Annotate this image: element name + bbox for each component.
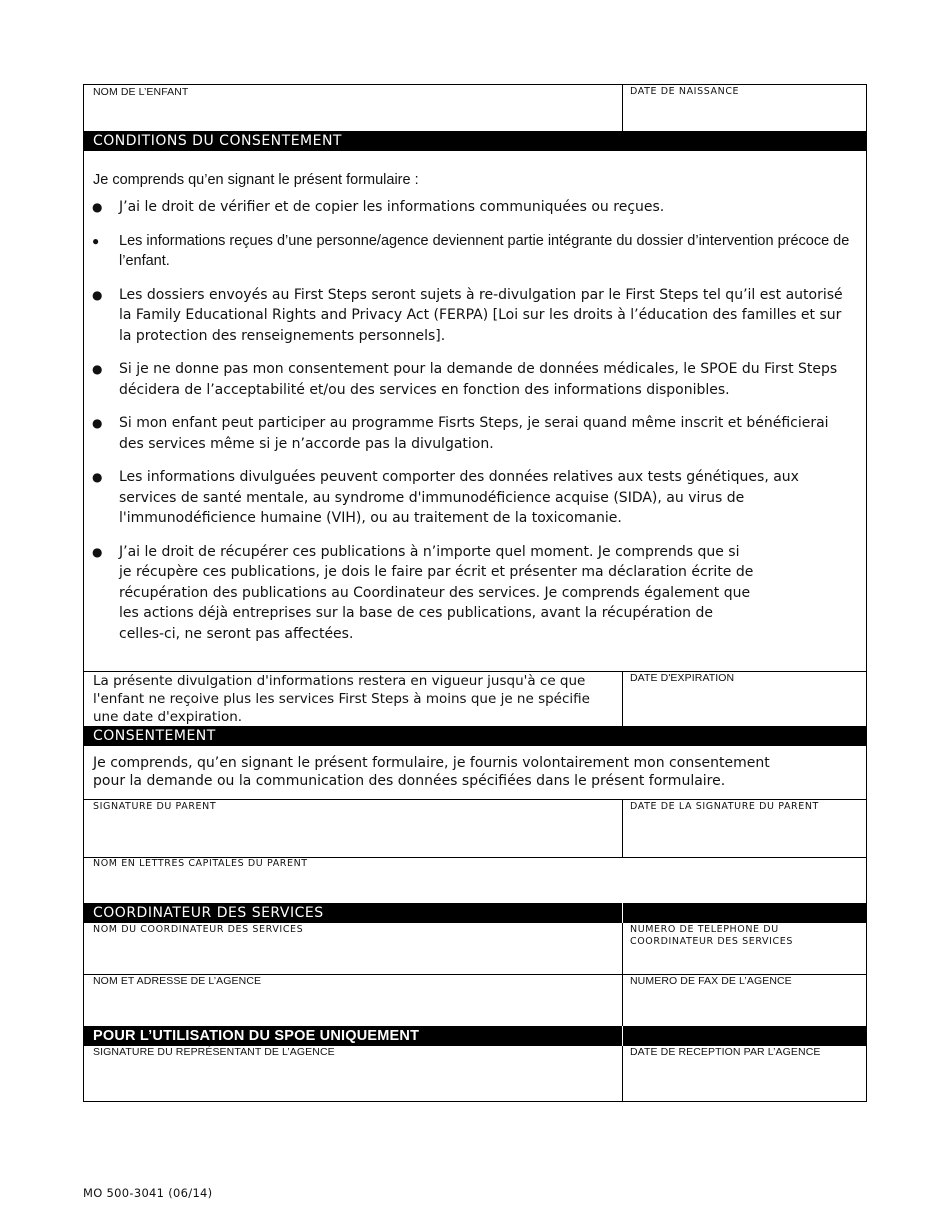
form-number: MO 500-3041 (06/14) <box>83 1186 213 1200</box>
coordinator-name-field[interactable] <box>84 923 622 974</box>
parent-printed-name-field[interactable] <box>84 858 866 903</box>
conditions-intro: Je comprends qu’en signant le présent formulaire : <box>93 172 419 188</box>
parent-signature-field[interactable] <box>84 800 622 856</box>
parent-signature-date-label: DATE DE LA SIGNATURE DU PARENT <box>630 801 819 812</box>
parent-signature-label: SIGNATURE DU PARENT <box>93 801 217 812</box>
expiration-date-field[interactable] <box>623 672 866 726</box>
conditions-title: CONDITIONS DU CONSENTEMENT <box>84 131 866 151</box>
coordinator-name-label: NOM DU COORDINATEUR DES SERVICES <box>93 924 304 935</box>
agency-reception-date-field[interactable] <box>623 1046 866 1101</box>
coordinator-phone-label: NUMERO DE TELEPHONE DU COORDINATEUR DES SERVICES <box>630 924 794 947</box>
list-item: ● Les dossiers envoyés au First Steps seront sujets à re-divulgation par le First Steps tel qu’il est autorisé la Family Educational Rights and Privacy Act (FERPA) [Loi sur les droits à l’éducation des familles et sur la protection des renseignements personnels]. <box>92 286 843 344</box>
list-item: ● J’ai le droit de récupérer ces publications à n’importe quel moment. Je comprends que si je récupère ces publications, je dois le faire par écrit et présenter ma déclaration écrite de récupération des publications au Coordinateur des services. Je comprends également que les actions déjà entreprises sur la base de ces publications, avant la récupération de celles-ci, ne seront pas affectées. <box>92 543 754 642</box>
consent-text: Je comprends, qu’en signant le présent formulaire, je fournis volontairement mon consentement pour la demande ou la communication des données spécifiées dans le présent formulaire. <box>93 755 770 789</box>
birthdate-field[interactable] <box>623 85 866 131</box>
parent-signature-date-field[interactable] <box>623 800 866 856</box>
agency-rep-signature-field[interactable] <box>84 1046 622 1101</box>
agency-rep-signature-label: SIGNATURE DU REPRÉSENTANT DE L’AGENCE <box>93 1046 335 1058</box>
consent-form <box>83 84 867 1102</box>
agency-name-address-field[interactable] <box>84 975 622 1026</box>
parent-printed-name-label: NOM EN LETTRES CAPITALES DU PARENT <box>93 858 308 869</box>
validity-cell <box>84 672 622 726</box>
consent-title: CONSENTEMENT <box>84 726 866 746</box>
spoe-title: POUR L’UTILISATION DU SPOE UNIQUEMENT <box>84 1026 866 1046</box>
child-name-field[interactable] <box>84 85 622 131</box>
child-name-label: NOM DE L’ENFANT <box>93 86 189 98</box>
list-item: ● J’ai le droit de vérifier et de copier les informations communiquées ou reçues. <box>92 199 665 215</box>
conditions-list <box>84 197 866 644</box>
agency-name-address-label: NOM ET ADRESSE DE L’AGENCE <box>93 975 262 987</box>
coordinator-phone-field[interactable] <box>623 923 866 974</box>
agency-fax-field[interactable] <box>623 975 866 1026</box>
validity-text: La présente divulgation d'informations restera en vigueur jusqu'à ce que l'enfant ne reçoive plus les services First Steps à moins que je ne spécifie une date d'expiration. <box>93 673 590 725</box>
list-item: ● Les informations reçues d’une personne/agence deviennent partie intégrante du dossier d’intervention précoce de l’enfant. <box>92 232 850 269</box>
agency-reception-date-label: DATE DE RECEPTION PAR L’AGENCE <box>630 1046 821 1058</box>
agency-fax-label: NUMERO DE FAX DE L’AGENCE <box>630 975 792 987</box>
birthdate-label: DATE DE NAISSANCE <box>630 86 740 97</box>
list-item: ● Si mon enfant peut participer au programme Fisrts Steps, je serai quand même inscrit et bénéficierai des services même si je n’accorde pas la divulgation. <box>92 415 829 452</box>
list-item: ● Les informations divulguées peuvent comporter des données relatives aux tests génétiques, aux services de santé mentale, au syndrome d'immunodéficience acquise (SIDA), au virus de l'immunodéficience humaine (VIH), ou au traitement de la toxicomanie. <box>92 469 799 526</box>
list-item: ● Si je ne donne pas mon consentement pour la demande de données médicales, le SPOE du First Steps décidera de l’acceptabilité et/ou des services en fonction des informations disponibles. <box>92 361 838 398</box>
coordinator-title: COORDINATEUR DES SERVICES <box>84 903 866 923</box>
expiration-date-label: DATE D'EXPIRATION <box>630 672 735 684</box>
